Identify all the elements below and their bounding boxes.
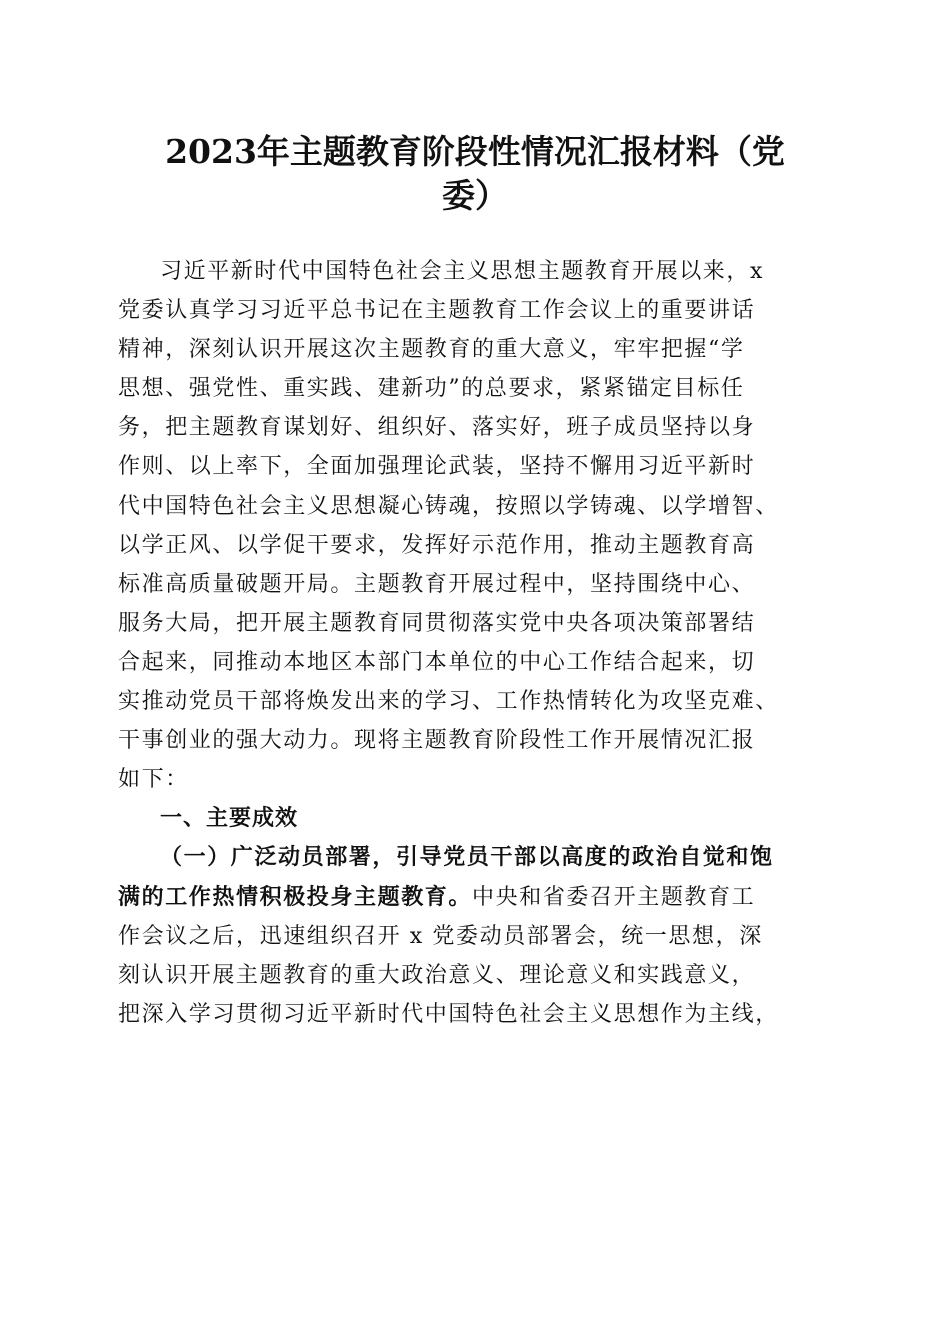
body-line: 合起来，同推动本地区本部门本单位的中心工作结合起来，切 bbox=[118, 649, 756, 675]
document-body bbox=[118, 252, 832, 1034]
body-line: 务，把主题教育谋划好、组织好、落实好，班子成员坚持以身 bbox=[118, 415, 756, 441]
body-line: 习近平新时代中国特色社会主义思想主题教育开展以来，x bbox=[160, 259, 765, 284]
body-line: 实推动党员干部将焕发出来的学习、工作热情转化为攻坚克难、 bbox=[118, 689, 779, 715]
subsection-heading-tail: 满的工作热情积极投身主题教育。 bbox=[118, 883, 473, 910]
document-title bbox=[118, 130, 832, 218]
body-line: 如下： bbox=[118, 767, 189, 793]
body-line: 思想、强党性、重实践、建新功”的总要求，紧紧锚定目标任 bbox=[118, 376, 745, 402]
body-line bbox=[118, 878, 832, 917]
title-line-2: 委） bbox=[442, 176, 508, 215]
body-line: 以学正风、以学促干要求，发挥好示范作用，推动主题教育高 bbox=[118, 532, 756, 558]
body-line: 精神，深刻认识开展这次主题教育的重大意义，牢牢把握“学 bbox=[118, 337, 745, 363]
body-line: 服务大局，把开展主题教育同贯彻落实党中央各项决策部署结 bbox=[118, 610, 756, 636]
body-line: 代中国特色社会主义思想凝心铸魂，按照以学铸魂、以学增智、 bbox=[118, 493, 779, 519]
body-line: 干事创业的强大动力。现将主题教育阶段性工作开展情况汇报 bbox=[118, 728, 756, 754]
body-line: 党委认真学习习近平总书记在主题教育工作会议上的重要讲话 bbox=[118, 298, 756, 324]
subsection-heading-line: （一）广泛动员部署，引导党员干部以高度的政治自觉和饱 bbox=[160, 844, 774, 871]
title-line-1: 2023年主题教育阶段性情况汇报材料（党 bbox=[165, 132, 785, 171]
body-line: 作会议之后，迅速组织召开 x 党委动员部署会，统一思想，深 bbox=[118, 923, 763, 949]
body-text-run: 中央和省委召开主题教育工 bbox=[472, 884, 756, 910]
body-line: 作则、以上率下，全面加强理论武装，坚持不懈用习近平新时 bbox=[118, 454, 756, 480]
body-line: 标准高质量破题开局。主题教育开展过程中，坚持围绕中心、 bbox=[118, 571, 756, 597]
section-heading: 一、主要成效 bbox=[160, 806, 299, 832]
body-line: 刻认识开展主题教育的重大政治意义、理论意义和实践意义， bbox=[118, 962, 756, 988]
body-line: 把深入学习贯彻习近平新时代中国特色社会主义思想作为主线， bbox=[118, 1001, 779, 1027]
